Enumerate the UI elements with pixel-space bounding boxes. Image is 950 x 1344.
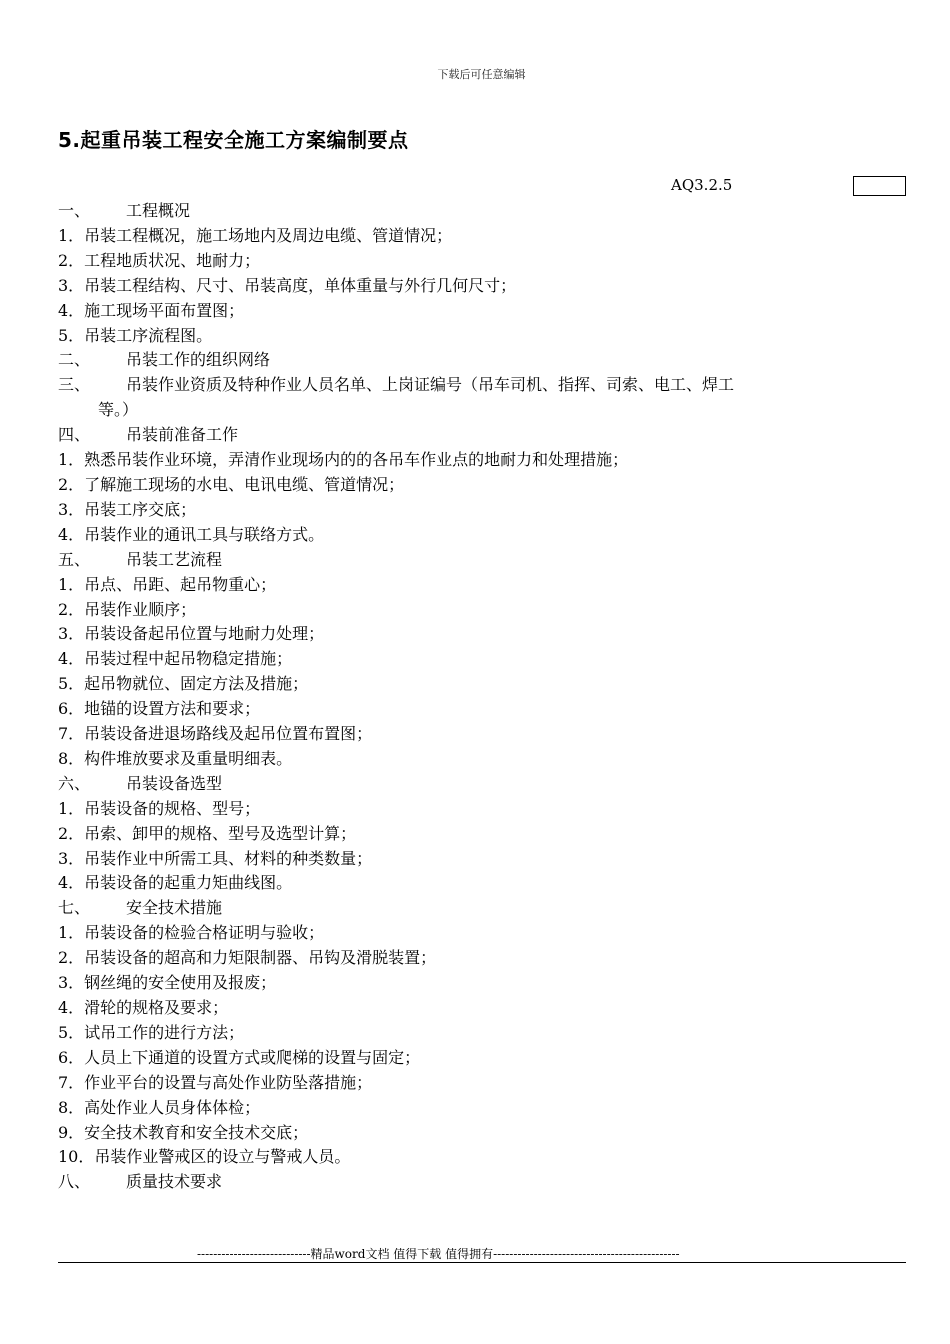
section-number: 一、: [58, 201, 91, 220]
section-number: 七、: [58, 898, 91, 918]
list-item: 9．安全技术教育和安全技术交底；: [58, 1122, 309, 1142]
footer-note: ----------------------------精品word文档 值得下载 值得拥有----------------------------------------------: [197, 1247, 680, 1261]
list-item: 8．高处作业人员身体体检；: [58, 1097, 261, 1117]
header-note: 下载后可任意编辑: [437, 68, 526, 81]
list-item: 2．吊装设备的超高和力矩限制器、吊钩及滑脱装置；: [58, 948, 437, 968]
list-item: 6．地锚的设置方法和要求；: [58, 699, 261, 719]
list-item: 1．吊装设备的规格、型号；: [58, 798, 261, 818]
list-item: 1．吊装设备的检验合格证明与验收；: [58, 923, 325, 943]
document-body: [58, 199, 906, 1195]
list-item: 4．吊装作业的通讯工具与联络方式。: [58, 524, 325, 544]
list-item: 3．吊装作业中所需工具、材料的种类数量；: [58, 848, 373, 868]
list-item: 10．吊装作业警戒区的设立与警戒人员。: [58, 1147, 351, 1167]
section-heading: [58, 896, 906, 921]
list-item: 4．吊装过程中起吊物稳定措施；: [58, 649, 293, 669]
document-title: 5.起重吊装工程安全施工方案编制要点: [58, 128, 409, 152]
section-title: 吊装作业资质及特种作业人员名单、上岗证编号（吊车司机、指挥、司索、电工、焊工: [126, 375, 735, 395]
section-title: 工程概况: [126, 201, 191, 220]
section-title: 吊装工作的组织网络: [126, 350, 271, 370]
list-item: 3．吊装工序交底；: [58, 499, 197, 519]
list-item: 4．施工现场平面布置图；: [58, 300, 245, 320]
section-heading: [58, 423, 906, 448]
code-box: [853, 176, 906, 196]
list-item: 1．吊点、吊距、起吊物重心；: [58, 574, 277, 594]
list-item: 3．钢丝绳的安全使用及报废；: [58, 973, 277, 993]
footer-rule: [58, 1262, 906, 1263]
list-item: 1．熟悉吊装作业环境，弄清作业现场内的的各吊车作业点的地耐力和处理措施；: [58, 450, 629, 470]
list-item: 4．吊装设备的起重力矩曲线图。: [58, 873, 293, 893]
section-number: 二、: [58, 350, 91, 370]
section-title: 质量技术要求: [126, 1172, 223, 1192]
list-item: 4．滑轮的规格及要求；: [58, 998, 229, 1017]
section-title: 吊装前准备工作: [126, 425, 239, 445]
section-number: 三、: [58, 375, 91, 395]
list-item: 3．吊装工程结构、尺寸、吊装高度，单体重量与外行几何尺寸；: [58, 275, 517, 295]
section-number: 八、: [58, 1172, 91, 1192]
list-item: 2．工程地质状况、地耐力；: [58, 250, 261, 270]
list-item: 8．构件堆放要求及重量明细表。: [58, 748, 293, 768]
section-number: 五、: [58, 549, 91, 569]
list-item: 7．吊装设备进退场路线及起吊位置布置图；: [58, 724, 373, 744]
list-item: 3．吊装设备起吊位置与地耐力处理；: [58, 624, 325, 644]
list-item: 5．起吊物就位、固定方法及措施；: [58, 674, 309, 694]
section-heading: [58, 548, 906, 573]
list-item: 5．试吊工作的进行方法；: [58, 1022, 245, 1042]
list-item: 1．吊装工程概况，施工场地内及周边电缆、管道情况；: [58, 225, 453, 245]
list-item: 5．吊装工序流程图。: [58, 325, 213, 345]
section-title: 安全技术措施: [126, 898, 223, 918]
section-number: 六、: [58, 773, 91, 793]
section-heading: [58, 348, 906, 373]
document-code: AQ3.2.5: [671, 176, 733, 194]
list-item: 2．吊索、卸甲的规格、型号及选型计算；: [58, 823, 357, 843]
section-heading: [58, 373, 906, 398]
section-heading: [58, 199, 906, 224]
section-title: 吊装工艺流程: [126, 549, 223, 569]
list-item: 6．人员上下通道的设置方式或爬梯的设置与固定；: [58, 1047, 421, 1067]
list-item: 7．作业平台的设置与高处作业防坠落措施；: [58, 1072, 373, 1092]
section-heading: [58, 1170, 906, 1195]
list-item: 2．了解施工现场的水电、电讯电缆、管道情况；: [58, 474, 405, 494]
section-title: 吊装设备选型: [126, 773, 223, 793]
section-title-continuation: 等。）: [98, 400, 139, 420]
section-number: 四、: [58, 425, 91, 445]
list-item: 2．吊装作业顺序；: [58, 599, 197, 619]
section-heading: [58, 772, 906, 797]
